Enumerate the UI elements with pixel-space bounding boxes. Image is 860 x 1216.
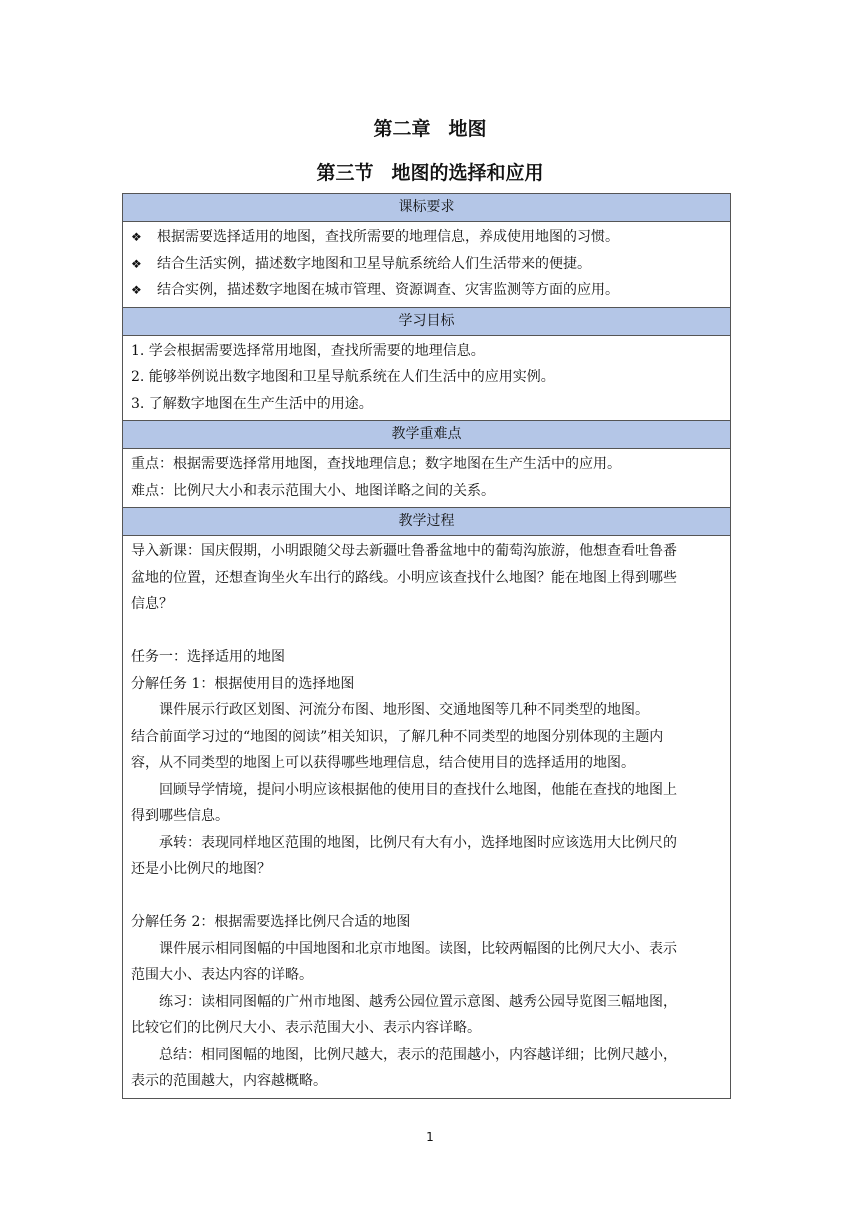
paragraph-line: 范围大小、表达内容的详略。: [131, 967, 313, 983]
paragraph-line: 得到哪些信息。: [131, 808, 229, 824]
list-item: 2. 能够举例说出数字地图和卫星导航系统在人们生活中的应用实例。: [131, 369, 555, 385]
section-prefix: 第三节: [316, 162, 374, 184]
chapter-title: [0, 114, 860, 141]
diamond-bullet-icon: ❖: [131, 256, 142, 271]
list-item: 难点：比例尺大小和表示范围大小、地图详略之间的关系。: [131, 482, 495, 499]
lesson-plan-table: [122, 193, 731, 1099]
chapter-prefix: 第二章: [373, 118, 431, 140]
page-number: 1: [426, 1130, 434, 1144]
paragraph-line: 盆地的位置，还想查询坐火车出行的路线。小明应该查找什么地图？能在地图上得到哪些: [131, 569, 677, 586]
section-title: [0, 158, 860, 185]
keypoints-cell: [123, 449, 730, 508]
subtask-heading: 分解任务 2：根据需要选择比例尺合适的地图: [131, 914, 411, 930]
paragraph-line: 比较它们的比例尺大小、表示范围大小、表示内容详略。: [131, 1020, 481, 1036]
paragraph-line: 结合前面学习过的“地图的阅读”相关知识，了解几种不同类型的地图分别体现的主题内: [131, 728, 664, 745]
blank-line: [131, 618, 723, 645]
paragraph-line: 练习：读相同图幅的广州市地图、越秀公园位置示意图、越秀公园导览图三幅地图，: [159, 993, 677, 1010]
standards-header: 课标要求: [123, 194, 730, 222]
paragraph-line: 回顾导学情境，提问小明应该根据他的使用目的查找什么地图，他能在查找的地图上: [159, 781, 677, 798]
diamond-bullet-icon: ❖: [131, 283, 142, 297]
paragraph-line: 课件展示行政区划图、河流分布图、地形图、交通地图等几种不同类型的地图。: [159, 702, 649, 718]
keypoints-header: 教学重难点: [123, 421, 730, 449]
diamond-bullet-icon: ❖: [131, 230, 142, 244]
subtask-heading: 分解任务 1：根据使用目的选择地图: [131, 675, 355, 692]
paragraph-line: 表示的范围越大，内容越概略。: [131, 1073, 327, 1089]
process-header: 教学过程: [123, 508, 730, 536]
list-item: ❖ 根据需要选择适用的地图，查找所需要的地理信息，养成使用地图的习惯。: [131, 224, 723, 251]
objectives-header: 学习目标: [123, 308, 730, 336]
paragraph-line: 承转：表现同样地区范围的地图，比例尺有大有小，选择地图时应该选用大比例尺的: [159, 834, 677, 851]
blank-line: [131, 883, 723, 910]
paragraph-line: 总结：相同图幅的地图，比例尺越大，表示的范围越小，内容越详细；比例尺越小，: [159, 1046, 677, 1063]
paragraph-line: 课件展示相同图幅的中国地图和北京市地图。读图，比较两幅图的比例尺大小、表示: [159, 940, 677, 957]
standards-cell: [123, 222, 730, 308]
paragraph-line: 信息？: [131, 596, 173, 612]
list-item: 3. 了解数字地图在生产生活中的用途。: [131, 395, 373, 412]
paragraph-line: 容，从不同类型的地图上可以获得哪些地理信息，结合使用目的选择适用的地图。: [131, 755, 635, 771]
objectives-cell: [123, 336, 730, 422]
task-heading: 任务一：选择适用的地图: [131, 649, 285, 665]
list-item: 重点：根据需要选择常用地图，查找地理信息；数字地图在生产生活中的应用。: [131, 456, 621, 472]
list-item: 1. 学会根据需要选择常用地图，查找所需要的地理信息。: [131, 342, 485, 359]
paragraph-line: 导入新课：国庆假期，小明跟随父母去新疆吐鲁番盆地中的葡萄沟旅游，他想查看吐鲁番: [131, 543, 677, 559]
chapter-name: 地图: [448, 118, 487, 140]
section-name: 地图的选择和应用: [391, 162, 544, 184]
process-cell: [123, 536, 730, 1098]
list-item: ❖ 结合实例，描述数字地图在城市管理、资源调查、灾害监测等方面的应用。: [131, 277, 723, 304]
list-item: ❖ 结合生活实例，描述数字地图和卫星导航系统给人们生活带来的便捷。: [131, 251, 723, 278]
paragraph-line: 还是小比例尺的地图？: [131, 861, 271, 877]
